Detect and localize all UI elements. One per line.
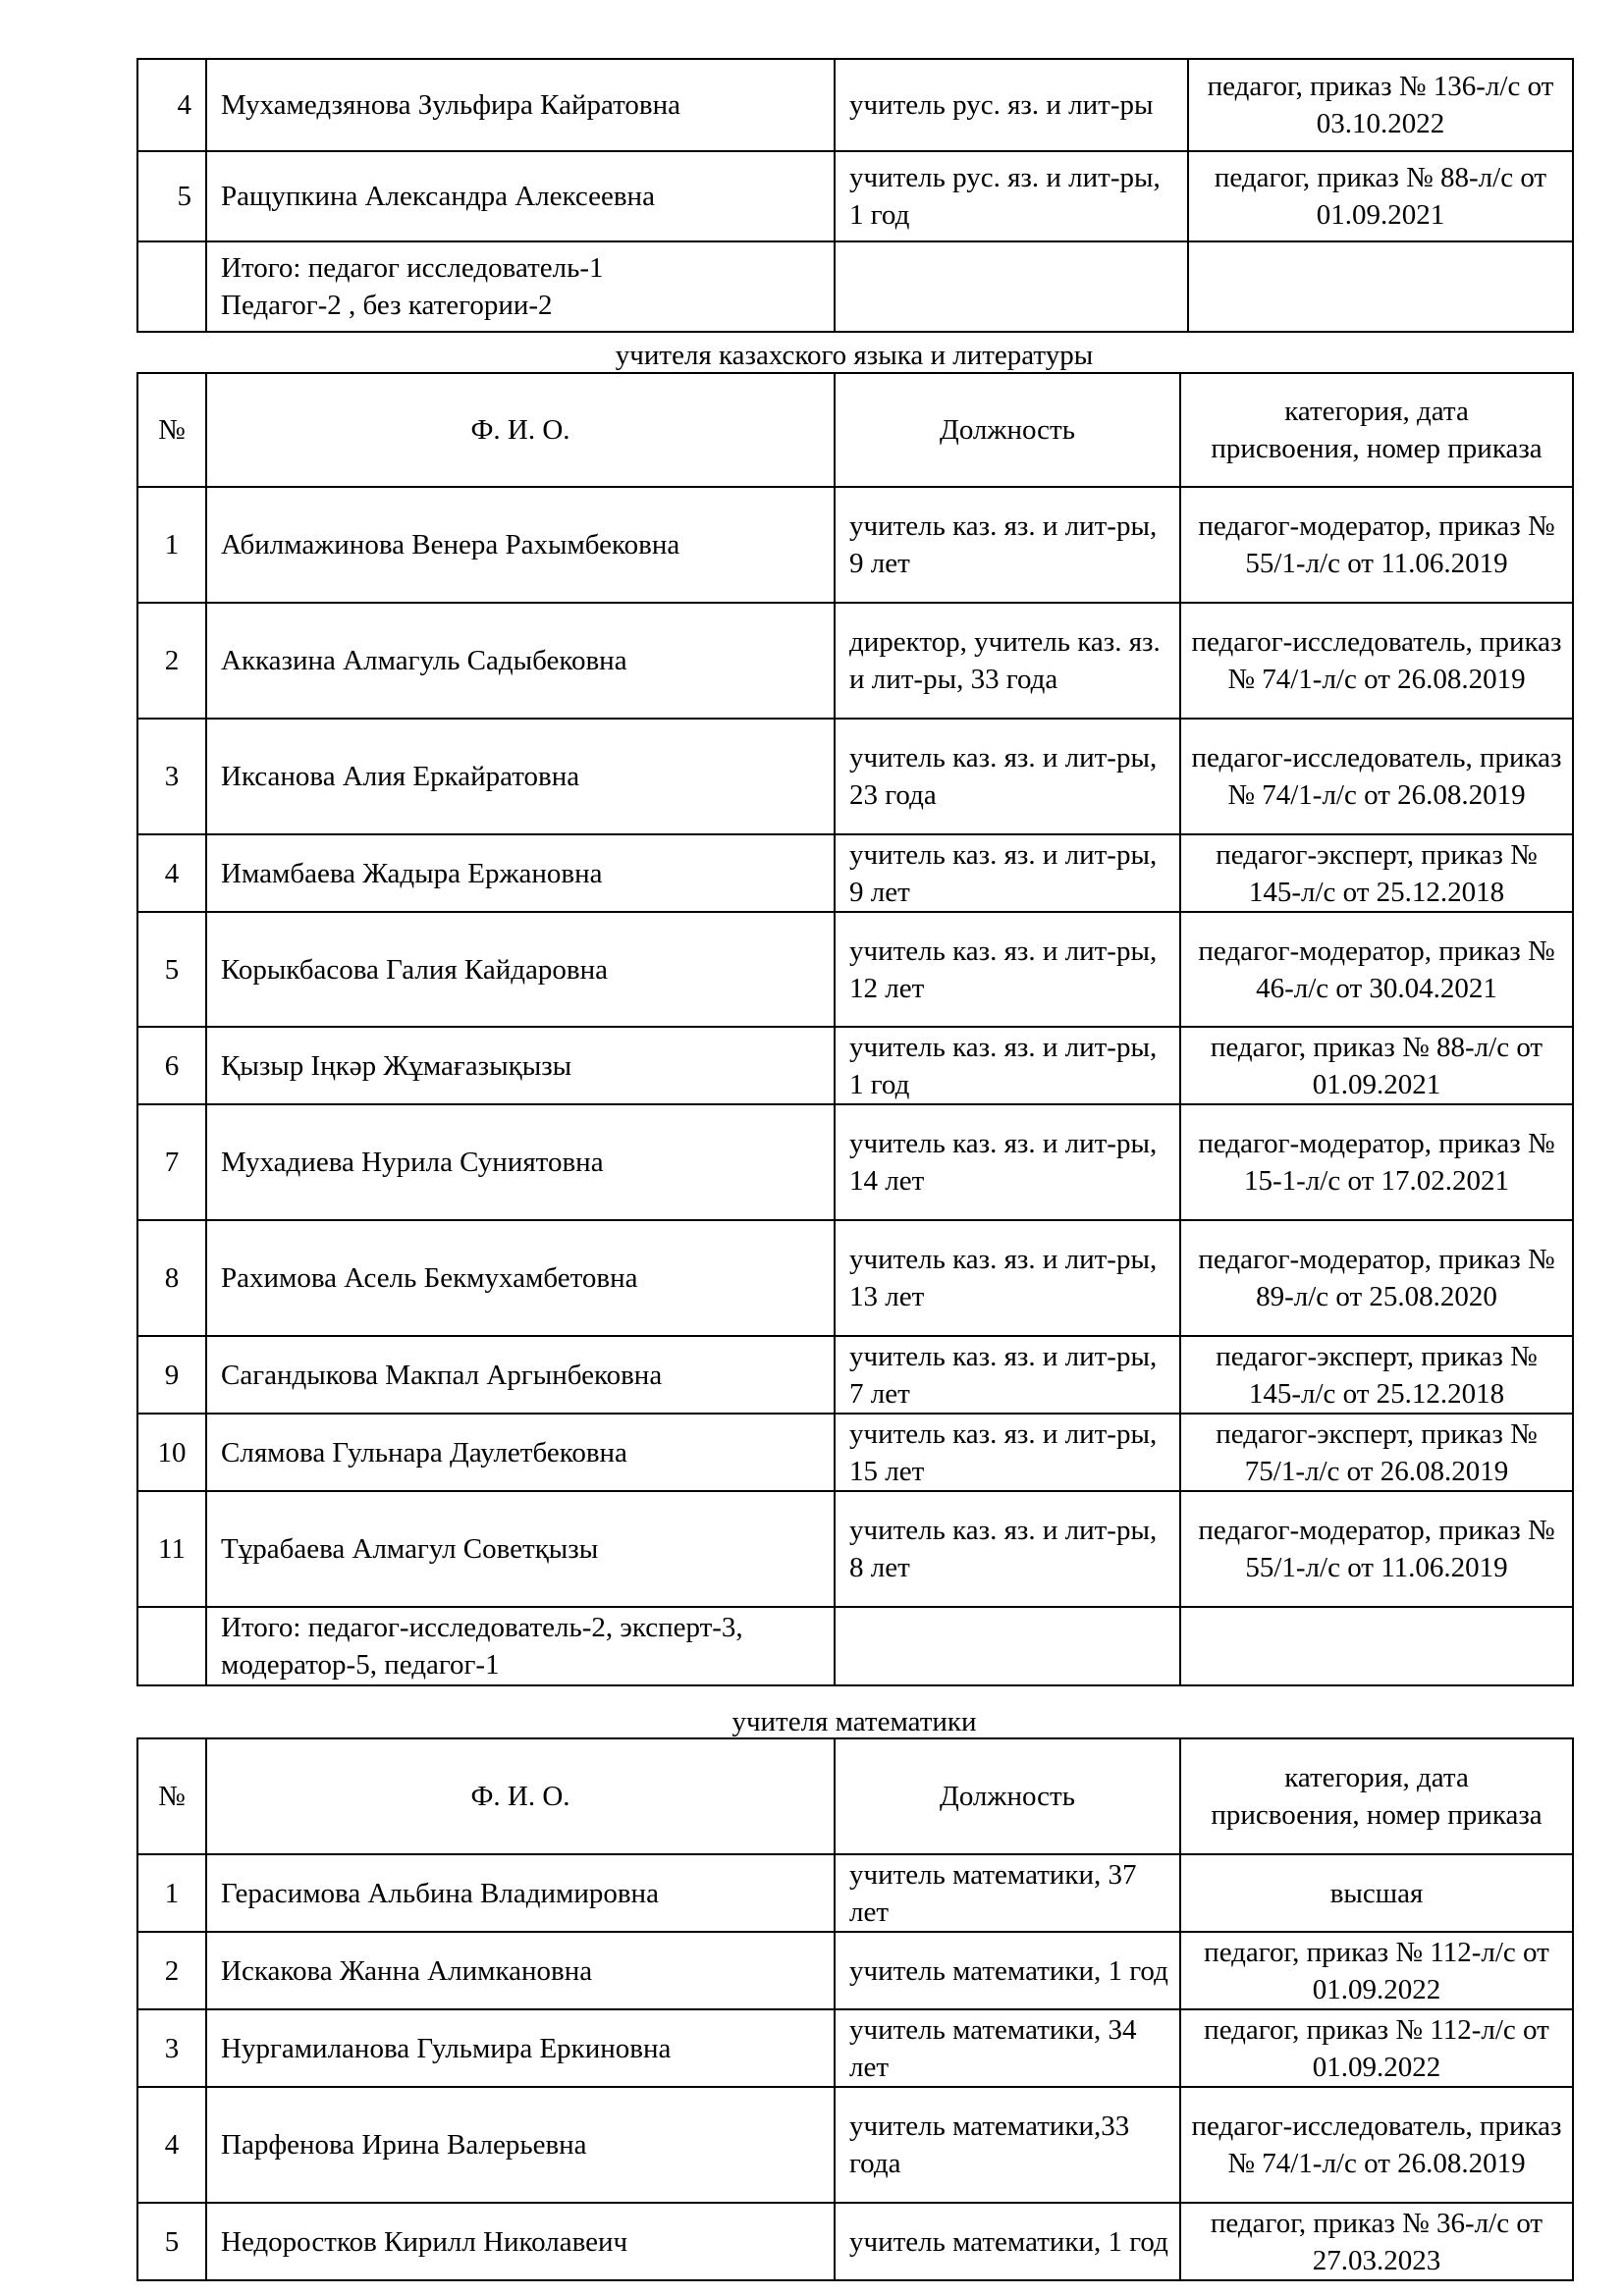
row-number: 1 [137, 1854, 206, 1932]
teacher-position: учитель математики, 34 лет [835, 2009, 1180, 2087]
row-number: 5 [137, 151, 206, 241]
teacher-category: педагог-модератор, приказ № 46-л/с от 30.04.2021 [1180, 912, 1573, 1027]
math-teachers-table [136, 1737, 1574, 2281]
row-number: 8 [137, 1220, 206, 1336]
header-category: категория, дата присвоения, номер приказа [1180, 1738, 1573, 1854]
row-number: 2 [137, 1932, 206, 2009]
teacher-name: Имамбаева Жадыра Ержановна [206, 834, 835, 912]
table-row [137, 487, 1573, 603]
teacher-name: Слямова Гульнара Даулетбековна [206, 1414, 835, 1491]
table-row [137, 2009, 1573, 2087]
teacher-category: педагог, приказ № 88-л/с от 01.09.2021 [1188, 151, 1573, 241]
empty-cell [1188, 241, 1573, 332]
table-row [137, 1220, 1573, 1336]
teacher-category: педагог, приказ № 112-л/с от 01.09.2022 [1180, 2009, 1573, 2087]
table-row [137, 1414, 1573, 1491]
teacher-category: педагог, приказ № 112-л/с от 01.09.2022 [1180, 1932, 1573, 2009]
total-row [137, 1607, 1573, 1685]
teacher-position: учитель каз. яз. и лит-ры, 12 лет [835, 912, 1180, 1027]
teacher-name: Мухадиева Нурила Суниятовна [206, 1104, 835, 1220]
teacher-name: Недоростков Кирилл Николавеич [206, 2203, 835, 2280]
teacher-position: учитель математики, 37 лет [835, 1854, 1180, 1932]
table-header-row [137, 1738, 1573, 1854]
teacher-position: учитель математики, 1 год [835, 1932, 1180, 2009]
teacher-position: учитель каз. яз. и лит-ры, 14 лет [835, 1104, 1180, 1220]
teacher-name: Корыкбасова Галия Кайдаровна [206, 912, 835, 1027]
header-num: № [137, 373, 206, 487]
table-row [137, 912, 1573, 1027]
teacher-category: педагог, приказ № 36-л/с от 27.03.2023 [1180, 2203, 1573, 2280]
empty-cell [835, 241, 1188, 332]
table-row [137, 2203, 1573, 2280]
table-row [137, 1932, 1573, 2009]
row-number: 6 [137, 1027, 206, 1104]
teacher-position: учитель каз. яз. и лит-ры, 13 лет [835, 1220, 1180, 1336]
empty-cell [137, 241, 206, 332]
table-row [137, 2087, 1573, 2203]
total-line: Педагог-2 , без категории-2 [221, 290, 553, 321]
row-number: 3 [137, 2009, 206, 2087]
section-caption: учителя казахского языка и литературы [615, 340, 1094, 371]
teacher-position: учитель каз. яз. и лит-ры, 9 лет [835, 834, 1180, 912]
teacher-position: учитель каз. яз. и лит-ры, 9 лет [835, 487, 1180, 603]
teacher-name: Парфенова Ирина Валерьевна [206, 2087, 835, 2203]
table-header-row [137, 373, 1573, 487]
table-row [137, 719, 1573, 834]
teacher-position: учитель каз. яз. и лит-ры, 1 год [835, 1027, 1180, 1104]
teacher-position: учитель каз. яз. и лит-ры, 23 года [835, 719, 1180, 834]
teacher-position: учитель каз. яз. и лит-ры, 8 лет [835, 1491, 1180, 1607]
table-row [137, 834, 1573, 912]
teacher-name: Абилмажинова Венера Рахымбековна [206, 487, 835, 603]
row-number: 5 [137, 2203, 206, 2280]
table-row [137, 1491, 1573, 1607]
total-row [137, 241, 1573, 332]
teacher-position: учитель математики, 1 год [835, 2203, 1180, 2280]
header-position: Должность [835, 1738, 1180, 1854]
header-num: № [137, 1738, 206, 1854]
teacher-name: Сагандыкова Макпал Аргынбековна [206, 1336, 835, 1414]
teacher-position: учитель каз. яз. и лит-ры, 7 лет [835, 1336, 1180, 1414]
teacher-position: учитель рус. яз. и лит-ры, 1 год [835, 151, 1188, 241]
row-number: 3 [137, 719, 206, 834]
header-name: Ф. И. О. [206, 1738, 835, 1854]
total-summary [206, 241, 835, 332]
teacher-name: Ращупкина Александра Алексеевна [206, 151, 835, 241]
teacher-position: учитель математики,33 года [835, 2087, 1180, 2203]
teacher-name: Қызыр Іңкәр Жұмағазықызы [206, 1027, 835, 1104]
teacher-category: педагог-исследователь, приказ № 74/1-л/с от 26.08.2019 [1180, 603, 1573, 719]
teacher-category: педагог-модератор, приказ № 89-л/с от 25.08.2020 [1180, 1220, 1573, 1336]
teacher-position: учитель каз. яз. и лит-ры, 15 лет [835, 1414, 1180, 1491]
teacher-category: педагог-эксперт, приказ № 145-л/с от 25.12.2018 [1180, 1336, 1573, 1414]
document-page [136, 58, 1572, 2281]
row-number: 10 [137, 1414, 206, 1491]
teacher-category: педагог-исследователь, приказ № 74/1-л/с от 26.08.2019 [1180, 719, 1573, 834]
table-row [137, 151, 1573, 241]
header-category: категория, дата присвоения, номер приказа [1180, 373, 1573, 487]
row-number: 4 [137, 834, 206, 912]
empty-cell [137, 1607, 206, 1685]
teacher-position: учитель рус. яз. и лит-ры [835, 59, 1188, 151]
row-number: 7 [137, 1104, 206, 1220]
teacher-category: высшая [1180, 1854, 1573, 1932]
teacher-name: Нургамиланова Гульмира Еркиновна [206, 2009, 835, 2087]
header-name: Ф. И. О. [206, 373, 835, 487]
teacher-category: педагог-эксперт, приказ № 145-л/с от 25.12.2018 [1180, 834, 1573, 912]
teacher-position: директор, учитель каз. яз. и лит-ры, 33 года [835, 603, 1180, 719]
teacher-category: педагог, приказ № 136-л/с от 03.10.2022 [1188, 59, 1573, 151]
teacher-name: Иксанова Алия Еркайратовна [206, 719, 835, 834]
teacher-category: педагог-исследователь, приказ № 74/1-л/с от 26.08.2019 [1180, 2087, 1573, 2203]
table-row [137, 1336, 1573, 1414]
empty-cell [1180, 1607, 1573, 1685]
kazakh-teachers-table [136, 372, 1574, 1686]
teacher-category: педагог-модератор, приказ № 15-1-л/с от 17.02.2021 [1180, 1104, 1573, 1220]
row-number: 2 [137, 603, 206, 719]
teacher-name: Искакова Жанна Алимкановна [206, 1932, 835, 2009]
header-position: Должность [835, 373, 1180, 487]
teacher-category: педагог-модератор, приказ № 55/1-л/с от 11.06.2019 [1180, 1491, 1573, 1607]
row-number: 11 [137, 1491, 206, 1607]
total-summary: Итого: педагог-исследователь-2, эксперт-3, модератор-5, педагог-1 [206, 1607, 835, 1685]
row-number: 9 [137, 1336, 206, 1414]
teacher-category: педагог, приказ № 88-л/с от 01.09.2021 [1180, 1027, 1573, 1104]
russian-teachers-table [136, 58, 1574, 333]
row-number: 1 [137, 487, 206, 603]
teacher-name: Акказина Алмагуль Садыбековна [206, 603, 835, 719]
table-row [137, 1104, 1573, 1220]
empty-cell [835, 1607, 1180, 1685]
teacher-category: педагог-эксперт, приказ № 75/1-л/с от 26.08.2019 [1180, 1414, 1573, 1491]
table-row [137, 1027, 1573, 1104]
row-number: 4 [137, 59, 206, 151]
total-line: Итого: педагог исследователь-1 [221, 252, 604, 284]
teacher-category: педагог-модератор, приказ № 55/1-л/с от 11.06.2019 [1180, 487, 1573, 603]
section-caption: учителя математики [731, 1706, 977, 1737]
teacher-name: Герасимова Альбина Владимировна [206, 1854, 835, 1932]
teacher-name: Тұрабаева Алмагул Советқызы [206, 1491, 835, 1607]
teacher-name: Мухамедзянова Зульфира Кайратовна [206, 59, 835, 151]
table-row [137, 59, 1573, 151]
table-row [137, 1854, 1573, 1932]
teacher-name: Рахимова Асель Бекмухамбетовна [206, 1220, 835, 1336]
table-row [137, 603, 1573, 719]
row-number: 4 [137, 2087, 206, 2203]
row-number: 5 [137, 912, 206, 1027]
